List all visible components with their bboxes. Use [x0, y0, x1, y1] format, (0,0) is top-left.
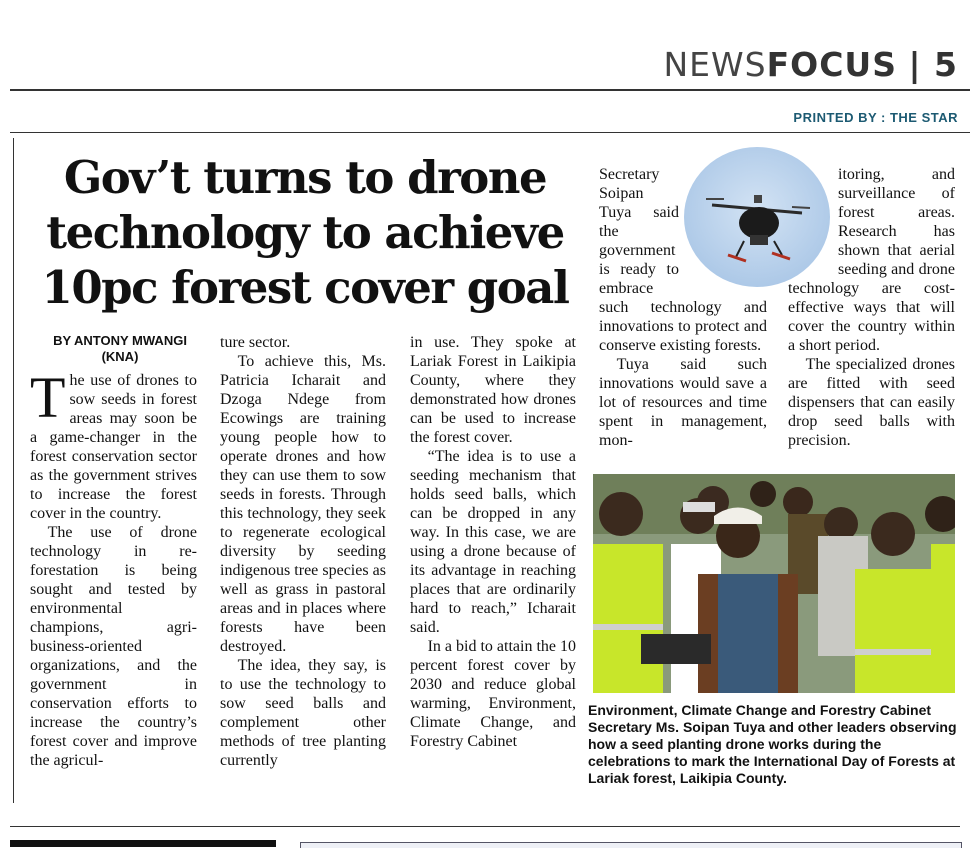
headline: Gov’t turns to drone technology to achieve 10pc forest cover goal — [41, 151, 569, 314]
left-column-rule — [13, 138, 14, 803]
photo-caption: Environment, Climate Change and Forestry Cabinet Secretary Ms. Soipan Tuya and other leaders observing how a seed planting drone works during the celebrations to mark the International Day of Forests at Lariak forest, Laikipia County. — [588, 702, 957, 786]
next-article-bar — [10, 840, 276, 847]
article-column-1 — [30, 365, 197, 770]
paragraph-text: he use of drones to sow seeds in forest areas may soon be a game-changer in the forest conservation sector as the government strives to increase the forest cover in the country. — [30, 372, 197, 522]
section-header — [663, 45, 958, 84]
byline-author: BY ANTONY MWANGI — [53, 333, 187, 348]
paragraph: In a bid to attain the 10 percent forest cover by 2030 and reduce global warming, Environment, Climate Change, and Forestry Cabinet — [410, 638, 576, 750]
paragraph: in use. They spoke at Lariak Forest in Laikipia County, where they demonstrated how drones can be used to increase the forest cover. — [410, 334, 576, 446]
text-wrap-spacer — [788, 165, 838, 265]
paragraph: To achieve this, Ms. Patricia Icharait and Dzoga Ndege from Ecowings are training young people how to operate drones and how they can use them to sow seeds in forests. Through this technology, they seek to regenerate ecological diversity by seeding indigenous tree species as well as grass in pastoral areas and in places where forests have been destroyed. — [220, 353, 386, 655]
article-column-5 — [788, 165, 955, 450]
section-name-light: NEWS — [663, 45, 767, 84]
header-rule — [10, 89, 970, 91]
article-column-4 — [599, 165, 767, 450]
article-column-2 — [220, 333, 386, 770]
lead-paragraph — [30, 365, 197, 523]
paragraph: itoring, and surveillance of forest areas. Research has shown that aerial seeding and drone technology are cost-effective ways that will cover the country within a short period. — [788, 166, 955, 354]
page-number: | 5 — [908, 45, 958, 84]
paragraph: Secretary Soipan Tuya said the government is ready to embrace such technology and innovations to protect and conserve existing forests. — [599, 166, 767, 354]
text-wrap-spacer — [679, 165, 767, 285]
top-rule — [10, 132, 970, 133]
section-name-bold: FOCUS — [766, 45, 897, 84]
next-article-box — [300, 842, 962, 848]
paragraph: ture sector. — [220, 334, 291, 351]
news-photo — [593, 474, 955, 693]
drop-cap: T — [30, 365, 66, 430]
byline — [30, 333, 210, 365]
byline-agency: (KNA) — [101, 349, 139, 364]
paragraph: “The idea is to use a seeding mechanism that holds seed balls, which can be dropped in any way. In this case, we are using a drone because of its advantage in reaching places that are ordinarily hard to reach,” Icharait said. — [410, 448, 576, 636]
bottom-rule — [10, 826, 960, 827]
paragraph: The idea, they say, is to use the technology to sow seed balls and complement other methods of tree planting currently — [220, 657, 386, 769]
paragraph: Tuya said such innovations would save a lot of resources and time spent in management, mon- — [599, 356, 767, 449]
paragraph: The specialized drones are fitted with seed dispensers that can easily drop seed balls with precision. — [788, 356, 955, 449]
article-column-3 — [410, 333, 576, 751]
printed-by: PRINTED BY : THE STAR — [793, 110, 958, 125]
paragraph: The use of drone technology in re-forestation is being sought and tested by environmental champions, agri-business-oriented organizations, and the government in conservation efforts to increase the country’s forest cover and improve the agricul- — [30, 524, 197, 769]
